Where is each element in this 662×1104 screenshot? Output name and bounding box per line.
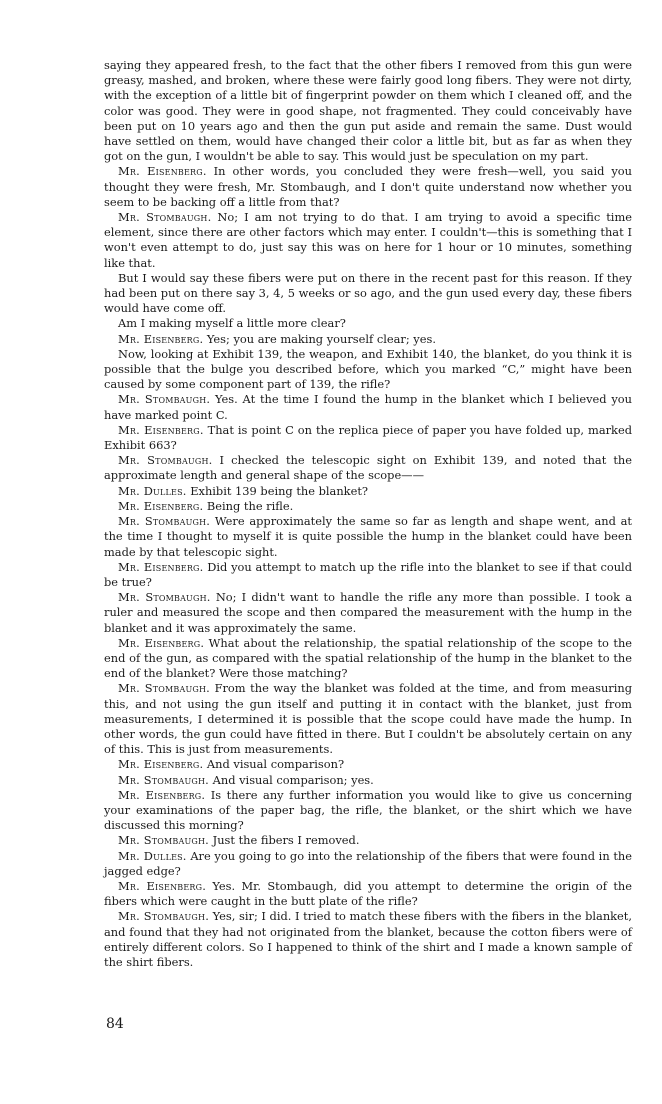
paragraph-text: Am I making myself a little more clear? <box>118 316 346 331</box>
paragraph-text: Yes; you are making yourself clear; yes. <box>206 331 436 346</box>
paragraph-text: And visual comparison; yes. <box>212 772 374 787</box>
paragraph-text: Were approximately the same so far as length and shape went, and at the time I thought to myself it is quite possible the hump in the blanket could have been made by that telescopic sight. <box>104 514 632 559</box>
paragraph <box>104 423 632 453</box>
paragraph <box>104 833 632 848</box>
paragraph <box>104 58 632 164</box>
speaker-name: Mr. Eisenberg. <box>118 164 207 179</box>
speaker-name: Mr. Eisenberg. <box>118 331 204 346</box>
paragraph <box>104 392 632 422</box>
paragraph-text: What about the relationship, the spatial relationship of the scope to the end of the gun, as compared with the spatial relationship of the hump in the blanket to the end of the blanket? Were those matching? <box>104 635 633 681</box>
paragraph-text: Are you going to go into the relationship of the fibers that were found in the jagged edge? <box>104 848 632 878</box>
paragraph-text: Did you attempt to match up the rifle into the blanket to see if that could be true? <box>104 559 632 589</box>
paragraph <box>104 681 632 757</box>
paragraph <box>104 332 632 347</box>
speaker-name: Mr. Stombaugh. <box>118 772 210 787</box>
speaker-name: Mr. Dulles. <box>118 483 187 498</box>
paragraph <box>104 560 632 590</box>
paragraph <box>104 271 632 317</box>
paragraph-text: Now, looking at Exhibit 139, the weapon, and Exhibit 140, the blanket, do you think it is possible that the bulge you described before, which you marked “C,” might have been caused by some component part of 139, the rifle? <box>104 346 632 392</box>
paragraph <box>104 879 632 909</box>
speaker-name: Mr. Eisenberg. <box>118 878 207 893</box>
paragraph-text: Exhibit 139 being the blanket? <box>190 483 369 498</box>
paragraph-text: Just the fibers I removed. <box>212 833 360 848</box>
paragraph-text: No; I didn't want to handle the rifle any more than possible. I took a ruler and measured the scope and then compared the measurement with the hump in the blanket and it was approximately the same. <box>104 590 632 635</box>
paragraph <box>104 590 632 636</box>
paragraph <box>104 773 632 788</box>
paragraph-text: And visual comparison? <box>206 757 345 772</box>
paragraph-text: But I would say these fibers were put on there in the recent past for this reason. If they had been put on there say 3, 4, 5 weeks or so ago, and the gun used every day, these fibers would have come off. <box>104 270 632 316</box>
paragraph <box>104 453 632 483</box>
paragraph <box>104 757 632 772</box>
paragraph <box>104 347 632 393</box>
paragraph-text: Yes. At the time I found the hump in the blanket which I believed you have marked point C. <box>104 392 632 422</box>
paragraph <box>104 316 632 331</box>
paragraph <box>104 788 632 834</box>
speaker-name: Mr. Eisenberg. <box>118 498 204 513</box>
paragraph-text: saying they appeared fresh, to the fact that the other fibers I removed from this gun were greasy, mashed, and broken, where these were fairly good long fibers. They were not dirty, with the exception of a little bit of fingerprint powder on them which I cleaned off, and the color was good. They were in good shape, not fragmented. They could conceivably have been put on 10 years ago and then the gun put aside and remain the same. Dust would have settled on them, would have changed their color a little bit, but as far as when they got on the gun, I wouldn't be able to say. This would just be speculation on my part. <box>104 58 632 164</box>
paragraph-text: In other words, you concluded they were fresh—well, you said you thought they were fresh, Mr. Stombaugh, and I don't quite understand now whether you seem to be backing off a little from that? <box>104 164 633 209</box>
speaker-name: Mr. Stombaugh. <box>118 909 210 924</box>
speaker-name: Mr. Stombaugh. <box>118 453 213 468</box>
paragraph <box>104 849 632 879</box>
paragraph-text: Yes. Mr. Stombaugh, did you attempt to determine the origin of the fibers which were caught in the butt plate of the rifle? <box>104 878 632 909</box>
speaker-name: Mr. Stombaugh. <box>118 681 210 696</box>
page-number: 84 <box>106 1016 124 1032</box>
paragraph <box>104 484 632 499</box>
paragraph <box>104 514 632 560</box>
paragraph <box>104 210 632 271</box>
document-body <box>104 58 632 970</box>
paragraph-text: Being the rifle. <box>206 498 294 513</box>
paragraph <box>104 636 632 682</box>
speaker-name: Mr. Eisenberg. <box>118 422 204 437</box>
speaker-name: Mr. Stombaugh. <box>118 590 211 605</box>
paragraph-text: That is point C on the replica piece of paper you have folded up, marked Exhibit 663? <box>104 422 632 453</box>
paragraph <box>104 909 632 970</box>
speaker-name: Mr. Eisenberg. <box>118 787 206 802</box>
speaker-name: Mr. Stombaugh. <box>118 833 210 848</box>
speaker-name: Mr. Stombaugh. <box>118 514 211 529</box>
speaker-name: Mr. Stombaugh. <box>118 210 212 225</box>
paragraph-text: No; I am not trying to do that. I am trying to avoid a specific time element, since there are other factors which may enter. I couldn't—this is something that I won't even attempt to do, just say this was on here for 1 hour or 10 minutes, something like that. <box>104 210 632 270</box>
speaker-name: Mr. Eisenberg. <box>118 635 205 650</box>
paragraph-text: From the way the blanket was folded at the time, and from measuring this, and not using the gun itself and putting it in contact with the blanket, just from measurements, I determined it is possible that the scope could have made the hump. In other words, the gun could have fitted in there. But I couldn't be absolutely certain on any of this. This is just from measurements. <box>104 681 633 757</box>
paragraph-text: Yes, sir; I did. I tried to match these fibers with the fibers in the blanket, and found that they had not originated from the blanket, because the cotton fibers were of entirely different colors. So I happened to think of the shirt and I made a known sample of the shirt fibers. <box>104 909 633 969</box>
speaker-name: Mr. Eisenberg. <box>118 757 204 772</box>
speaker-name: Mr. Stombaugh. <box>118 392 211 407</box>
paragraph-text: I checked the telescopic sight on Exhibit 139, and noted that the approximate length and general shape of the scope—— <box>104 453 632 483</box>
speaker-name: Mr. Eisenberg. <box>118 559 204 574</box>
paragraph <box>104 499 632 514</box>
speaker-name: Mr. Dulles. <box>118 848 187 863</box>
paragraph-text: Is there any further information you would like to give us concerning your examinations of the paper bag, the rifle, the blanket, or the shirt which we have discussed this morning? <box>104 787 632 833</box>
paragraph <box>104 164 632 210</box>
